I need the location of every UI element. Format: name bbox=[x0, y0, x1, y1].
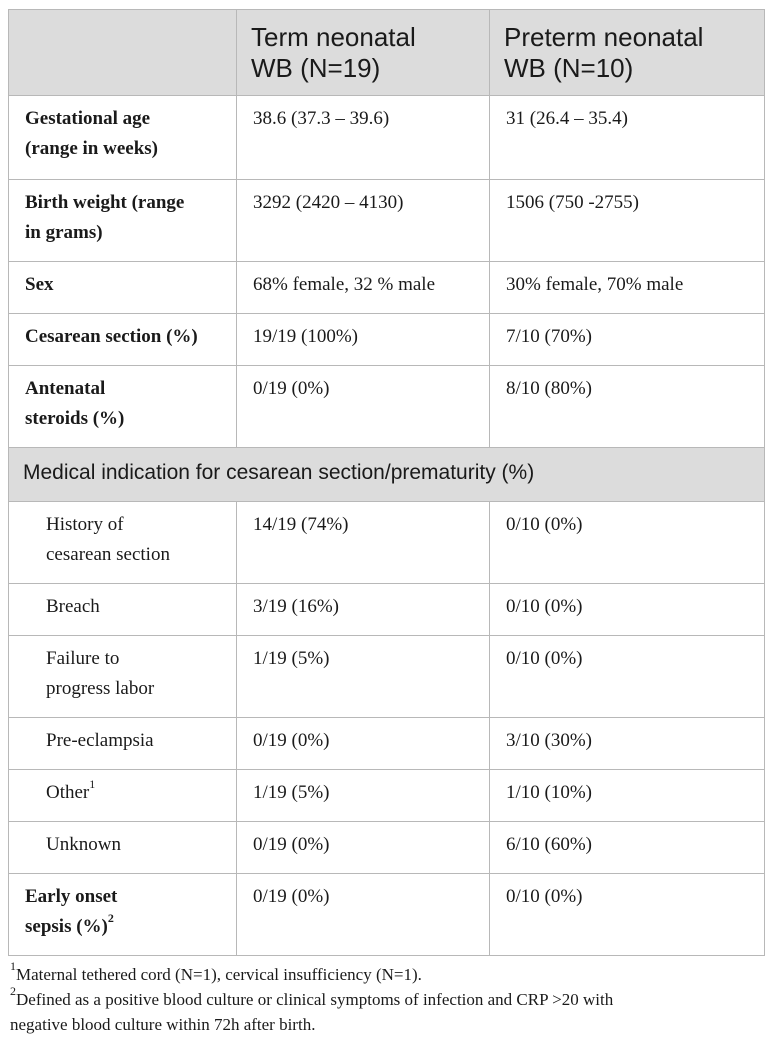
table-row bbox=[9, 822, 765, 874]
table-row bbox=[9, 636, 765, 718]
label-line1: History of bbox=[46, 514, 124, 535]
label-line1: Gestational age bbox=[25, 108, 151, 129]
label-line1: Other bbox=[46, 782, 90, 803]
header-empty-cell bbox=[9, 10, 237, 96]
header-term-line2: WB (N=19) bbox=[251, 53, 381, 83]
label-line2: progress labor bbox=[46, 678, 155, 699]
label-line1: Birth weight (range bbox=[25, 192, 185, 213]
table-row bbox=[9, 584, 765, 636]
label-line1: Antenatal bbox=[25, 378, 106, 399]
footnote-2-line1: Defined as a positive blood culture or clinical symptoms of infection and CRP >20 with bbox=[16, 990, 614, 1009]
footnote-1-marker: 1 bbox=[10, 959, 16, 974]
row-label bbox=[9, 180, 237, 262]
label-line1: Early onset bbox=[25, 886, 118, 907]
demographics-table bbox=[8, 9, 765, 956]
header-term bbox=[237, 10, 490, 96]
term-value: 19/19 (100%) bbox=[237, 314, 490, 366]
row-label: Unknown bbox=[9, 822, 237, 874]
preterm-value: 8/10 (80%) bbox=[490, 366, 765, 448]
footnote-2 bbox=[10, 984, 764, 1037]
label-line2: in grams) bbox=[25, 222, 103, 243]
header-row bbox=[9, 10, 765, 96]
term-value: 1/19 (5%) bbox=[237, 636, 490, 718]
term-value: 3292 (2420 – 4130) bbox=[237, 180, 490, 262]
footnotes bbox=[8, 959, 764, 1037]
preterm-value: 0/10 (0%) bbox=[490, 874, 765, 956]
table-row bbox=[9, 770, 765, 822]
footnote-2-line2: negative blood culture within 72h after birth. bbox=[10, 1015, 316, 1034]
term-value: 3/19 (16%) bbox=[237, 584, 490, 636]
table-row bbox=[9, 96, 765, 180]
preterm-value: 3/10 (30%) bbox=[490, 718, 765, 770]
preterm-value: 0/10 (0%) bbox=[490, 636, 765, 718]
preterm-value: 30% female, 70% male bbox=[490, 262, 765, 314]
preterm-value: 1506 (750 -2755) bbox=[490, 180, 765, 262]
label-line2: (range in weeks) bbox=[25, 138, 158, 159]
footnote-marker: 2 bbox=[107, 910, 114, 925]
footnote-1-text: Maternal tethered cord (N=1), cervical insufficiency (N=1). bbox=[16, 965, 422, 984]
preterm-value: 7/10 (70%) bbox=[490, 314, 765, 366]
term-value: 0/19 (0%) bbox=[237, 718, 490, 770]
term-value: 14/19 (74%) bbox=[237, 502, 490, 584]
label-line1: Failure to bbox=[46, 648, 120, 669]
header-term-line1: Term neonatal bbox=[251, 22, 416, 52]
table-row bbox=[9, 314, 765, 366]
table-row bbox=[9, 180, 765, 262]
row-label: Breach bbox=[9, 584, 237, 636]
table-row bbox=[9, 502, 765, 584]
preterm-value: 1/10 (10%) bbox=[490, 770, 765, 822]
term-value: 68% female, 32 % male bbox=[237, 262, 490, 314]
table-container bbox=[8, 9, 764, 1037]
row-label bbox=[9, 96, 237, 180]
label-line2: steroids (%) bbox=[25, 408, 125, 429]
row-label: Cesarean section (%) bbox=[9, 314, 237, 366]
footnote-2-marker: 2 bbox=[10, 984, 16, 999]
table-row bbox=[9, 874, 765, 956]
footnote-marker: 1 bbox=[89, 776, 96, 791]
header-preterm-line2: WB (N=10) bbox=[504, 53, 634, 83]
footnote-1 bbox=[10, 959, 764, 987]
preterm-value: 0/10 (0%) bbox=[490, 584, 765, 636]
preterm-value: 0/10 (0%) bbox=[490, 502, 765, 584]
table-row bbox=[9, 718, 765, 770]
term-value: 0/19 (0%) bbox=[237, 366, 490, 448]
row-label bbox=[9, 874, 237, 956]
term-value: 0/19 (0%) bbox=[237, 822, 490, 874]
label-line2: sepsis (%) bbox=[25, 916, 108, 937]
row-label bbox=[9, 502, 237, 584]
row-label: Sex bbox=[9, 262, 237, 314]
label-line2: cesarean section bbox=[46, 544, 170, 565]
row-label bbox=[9, 770, 237, 822]
preterm-value: 31 (26.4 – 35.4) bbox=[490, 96, 765, 180]
term-value: 38.6 (37.3 – 39.6) bbox=[237, 96, 490, 180]
header-preterm bbox=[490, 10, 765, 96]
term-value: 0/19 (0%) bbox=[237, 874, 490, 956]
table-row bbox=[9, 366, 765, 448]
row-label bbox=[9, 636, 237, 718]
term-value: 1/19 (5%) bbox=[237, 770, 490, 822]
row-label: Pre-eclampsia bbox=[9, 718, 237, 770]
header-preterm-line1: Preterm neonatal bbox=[504, 22, 704, 52]
table-row bbox=[9, 262, 765, 314]
section-title: Medical indication for cesarean section/prematurity (%) bbox=[9, 448, 765, 502]
row-label bbox=[9, 366, 237, 448]
preterm-value: 6/10 (60%) bbox=[490, 822, 765, 874]
section-header-row bbox=[9, 448, 765, 502]
